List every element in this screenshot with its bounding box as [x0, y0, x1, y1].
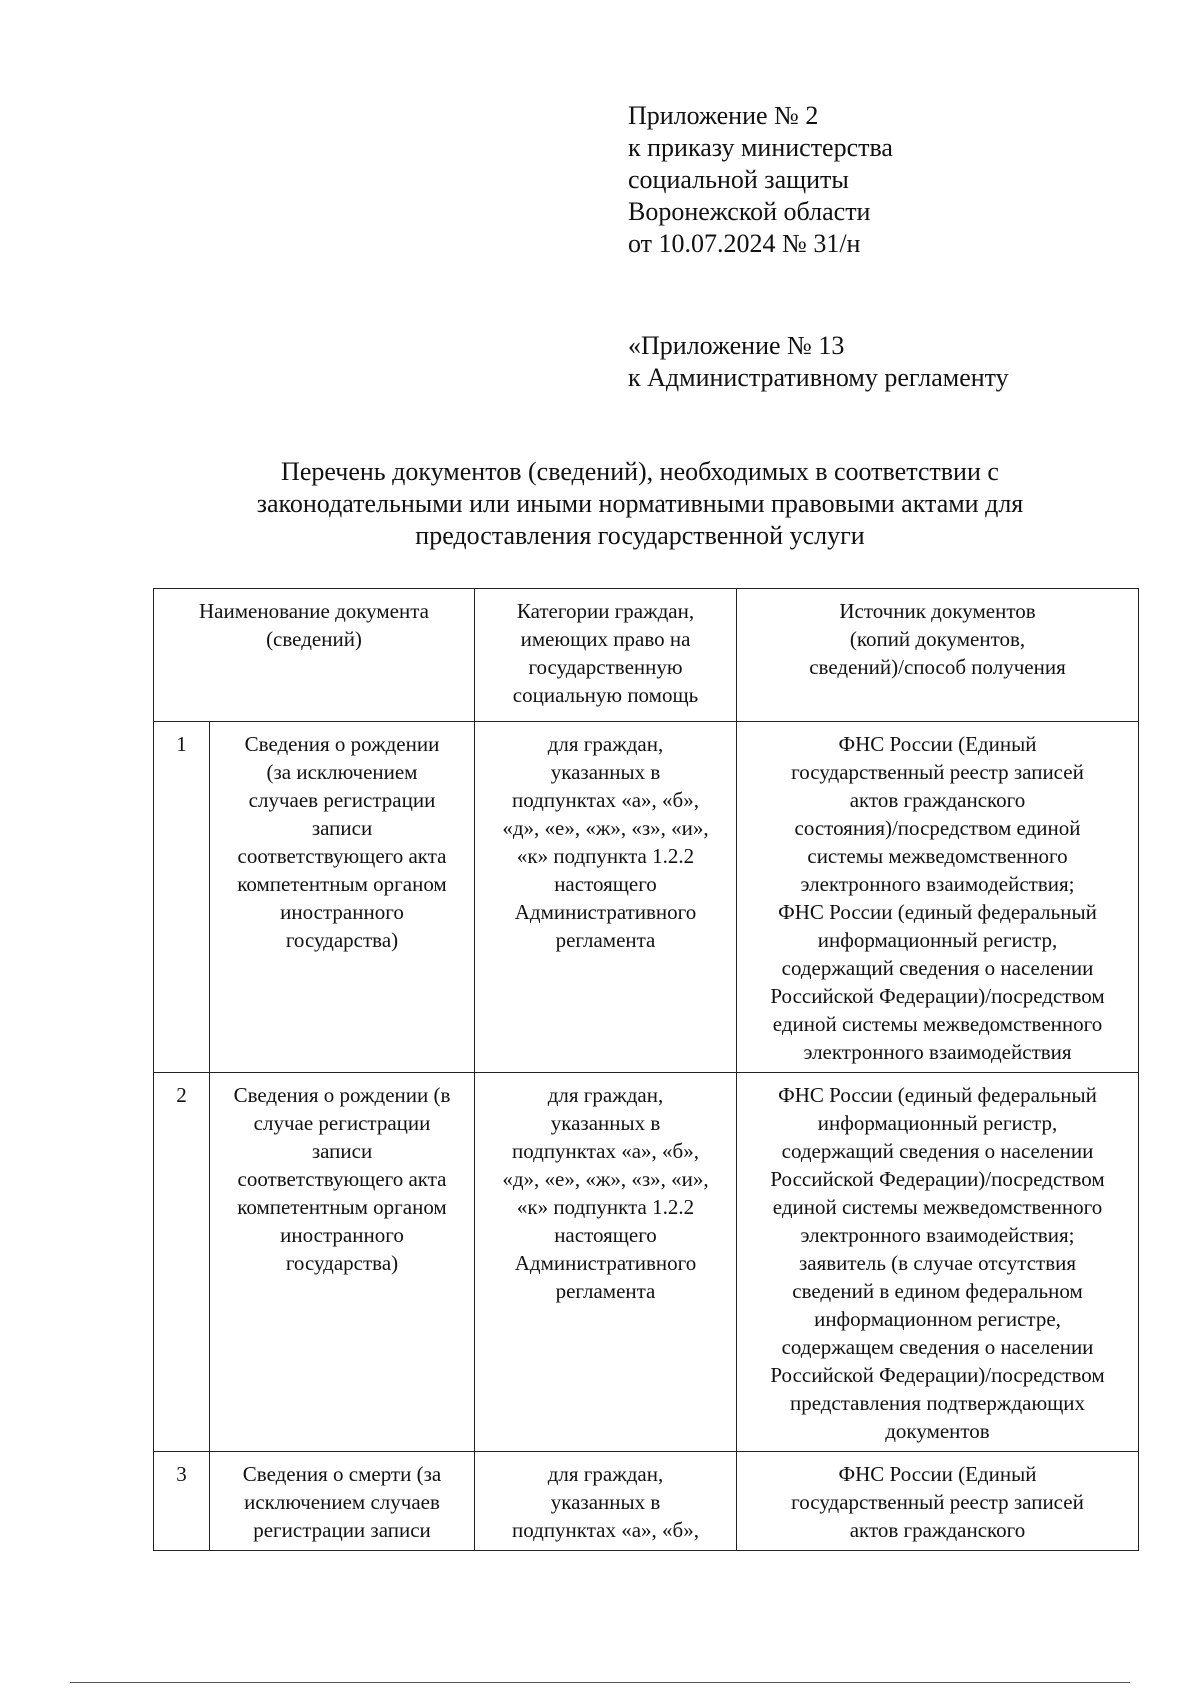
- cell-name-line: иностранного: [280, 1223, 404, 1247]
- cell-categories: [475, 722, 737, 1073]
- page-bottom-rule: [70, 1682, 1130, 1683]
- cell-name-line: Сведения о рождении: [244, 732, 440, 756]
- cell-source-line: ФНС России (единый федеральный: [778, 900, 1097, 924]
- title-line: Перечень документов (сведений), необходимых в соответствии с: [281, 457, 999, 486]
- cell-categories-line: для граждан,: [547, 1083, 664, 1107]
- row-number: 3: [154, 1452, 210, 1551]
- appendix-line: Приложение № 2: [628, 101, 819, 130]
- cell-categories-line: подпунктах «а», «б»,: [512, 788, 699, 812]
- cell-name: [210, 1073, 475, 1452]
- cell-source-line: заявитель (в случае отсутствия: [798, 1251, 1077, 1275]
- cell-source-line: электронного взаимодействия: [803, 1040, 1072, 1064]
- cell-categories-line: Административного: [514, 1251, 697, 1275]
- cell-name-line: записи: [311, 1139, 373, 1163]
- cell-categories: [475, 1073, 737, 1452]
- header-source-line: сведений)/способ получения: [809, 655, 1066, 679]
- cell-categories-line: настоящего: [554, 872, 657, 896]
- cell-source-line: информационный регистр,: [817, 1111, 1058, 1135]
- row-number: 2: [154, 1073, 210, 1452]
- cell-name-line: государства): [285, 1251, 399, 1275]
- cell-name-line: случаев регистрации: [248, 788, 436, 812]
- table-row: [154, 1073, 1139, 1452]
- cell-source-line: единой системы межведомственного: [772, 1195, 1103, 1219]
- header-source-line: Источник документов: [839, 599, 1036, 623]
- cell-source-line: Российской Федерации)/посредством: [770, 984, 1105, 1008]
- cell-source-line: электронного взаимодействия;: [800, 872, 1075, 896]
- title-line: законодательными или иными нормативными правовыми актами для: [256, 489, 1024, 518]
- cell-source-line: электронного взаимодействия;: [800, 1223, 1075, 1247]
- appendix-header: [628, 100, 893, 260]
- cell-source-line: содержащем сведения о населении: [781, 1335, 1094, 1359]
- document-title: [160, 456, 1120, 552]
- cell-categories-line: регламента: [555, 1279, 656, 1303]
- cell-source: [737, 1452, 1139, 1551]
- cell-source-line: актов гражданского: [849, 1518, 1026, 1542]
- cell-categories-line: для граждан,: [547, 732, 664, 756]
- cell-categories-line: настоящего: [554, 1223, 657, 1247]
- cell-source-line: сведений в едином федеральном: [792, 1279, 1083, 1303]
- cell-categories-line: Административного: [514, 900, 697, 924]
- header-categories-line: Категории граждан,: [516, 599, 695, 623]
- cell-source-line: Российской Федерации)/посредством: [770, 1363, 1105, 1387]
- cell-source-line: государственный реестр записей: [791, 760, 1084, 784]
- appendix-line: от 10.07.2024 № 31/н: [628, 229, 861, 258]
- cell-categories-line: подпунктах «а», «б»,: [512, 1139, 699, 1163]
- cell-source-line: актов гражданского: [849, 788, 1026, 812]
- cell-categories: [475, 1452, 737, 1551]
- header-categories-line: социальную помощь: [512, 683, 699, 707]
- cell-name-line: компетентным органом: [237, 872, 447, 896]
- cell-categories-line: «д», «е», «ж», «з», «и»,: [502, 1167, 709, 1191]
- cell-source-line: состояния)/посредством единой: [794, 816, 1081, 840]
- appendix-line: Воронежской области: [628, 197, 871, 226]
- cell-source-line: документов: [885, 1419, 990, 1443]
- cell-name-line: (за исключением: [266, 760, 418, 784]
- cell-name-line: соответствующего акта: [237, 1167, 447, 1191]
- header-categories-line: имеющих право на: [520, 627, 691, 651]
- cell-source-line: информационном регистре,: [814, 1307, 1061, 1331]
- appendix-line: к приказу министерства: [628, 133, 893, 162]
- cell-source-line: ФНС России (Единый: [838, 732, 1037, 756]
- cell-name-line: случае регистрации: [253, 1111, 431, 1135]
- title-line: предоставления государственной услуги: [415, 521, 865, 550]
- header-source-line: (копий документов,: [849, 627, 1026, 651]
- cell-categories-line: «к» подпункта 1.2.2: [516, 844, 695, 868]
- cell-name-line: соответствующего акта: [237, 844, 447, 868]
- cell-name-line: регистрации записи: [253, 1518, 431, 1542]
- cell-source-line: ФНС России (Единый: [838, 1462, 1037, 1486]
- header-name-line: Наименование документа: [199, 599, 429, 623]
- cell-name-line: компетентным органом: [237, 1195, 447, 1219]
- cell-categories-line: указанных в: [550, 1111, 661, 1135]
- table-row: [154, 1452, 1139, 1551]
- header-citizen-categories: [475, 589, 737, 722]
- appendix-line: социальной защиты: [628, 165, 849, 194]
- header-document-name: [154, 589, 475, 722]
- header-name-line: (сведений): [266, 627, 362, 651]
- appendix-13-header: [628, 330, 1009, 394]
- cell-name: [210, 1452, 475, 1551]
- cell-source-line: Российской Федерации)/посредством: [770, 1167, 1105, 1191]
- cell-name-line: исключением случаев: [244, 1490, 440, 1514]
- cell-name-line: Сведения о смерти (за: [242, 1462, 442, 1486]
- cell-source: [737, 1073, 1139, 1452]
- appendix-13-line: «Приложение № 13: [628, 331, 845, 360]
- table-row: [154, 722, 1139, 1073]
- cell-source-line: содержащий сведения о населении: [781, 956, 1094, 980]
- cell-categories-line: указанных в: [550, 1490, 661, 1514]
- cell-source-line: содержащий сведения о населении: [781, 1139, 1094, 1163]
- cell-categories-line: «к» подпункта 1.2.2: [516, 1195, 695, 1219]
- appendix-13-line: к Административному регламенту: [628, 363, 1009, 392]
- cell-name: [210, 722, 475, 1073]
- header-document-source: [737, 589, 1139, 722]
- table-header-row: [154, 589, 1139, 722]
- cell-categories-line: подпунктах «а», «б»,: [512, 1518, 699, 1542]
- cell-name-line: записи: [311, 816, 373, 840]
- cell-categories-line: для граждан,: [547, 1462, 664, 1486]
- cell-source-line: системы межведомственного: [807, 844, 1068, 868]
- documents-table: [153, 588, 1139, 1551]
- cell-source-line: представления подтверждающих: [789, 1391, 1086, 1415]
- cell-categories-line: регламента: [555, 928, 656, 952]
- cell-categories-line: «д», «е», «ж», «з», «и»,: [502, 816, 709, 840]
- row-number: 1: [154, 722, 210, 1073]
- cell-source-line: ФНС России (единый федеральный: [778, 1083, 1097, 1107]
- header-categories-line: государственную: [528, 655, 683, 679]
- cell-categories-line: указанных в: [550, 760, 661, 784]
- cell-name-line: государства): [285, 928, 399, 952]
- cell-source: [737, 722, 1139, 1073]
- cell-source-line: государственный реестр записей: [791, 1490, 1084, 1514]
- cell-source-line: информационный регистр,: [817, 928, 1058, 952]
- cell-source-line: единой системы межведомственного: [772, 1012, 1103, 1036]
- cell-name-line: иностранного: [280, 900, 404, 924]
- cell-name-line: Сведения о рождении (в: [233, 1083, 451, 1107]
